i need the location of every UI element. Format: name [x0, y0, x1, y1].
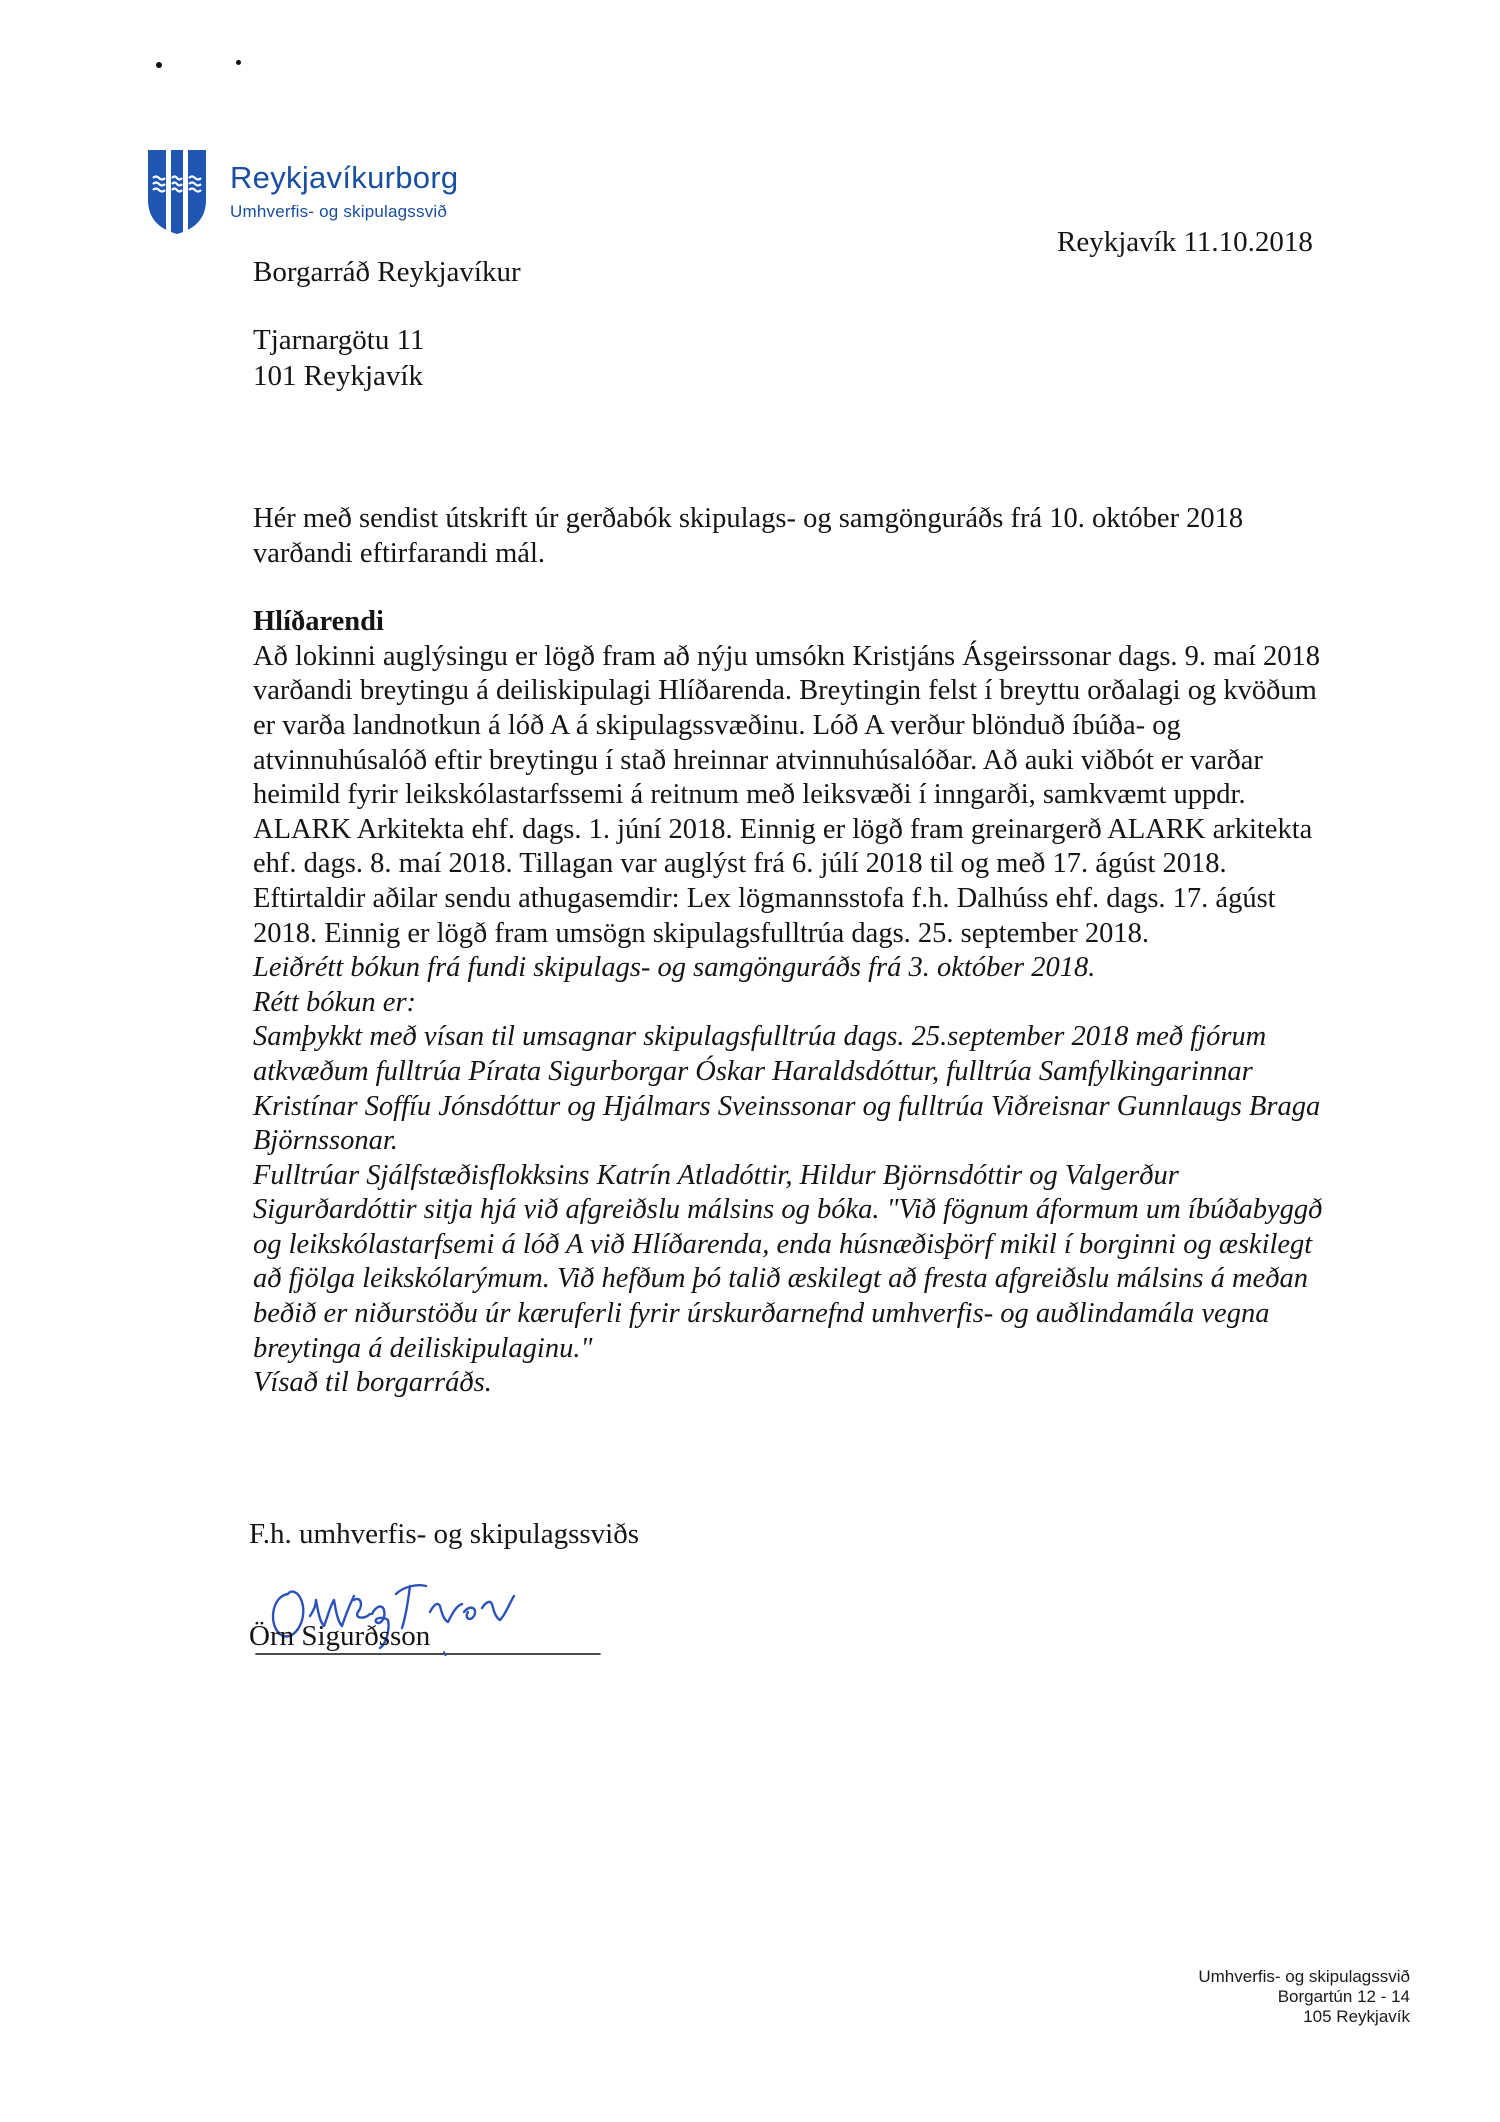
recipient-street: Tjarnargötu 11 — [253, 324, 425, 356]
correction-note: Leiðrétt bókun frá fundi skipulags- og samgönguráðs frá 3. október 2018. — [253, 952, 1096, 984]
letter-date: Reykjavík 11.10.2018 — [1057, 226, 1313, 258]
letter-body — [253, 502, 1323, 1401]
org-department: Umhverfis- og skipulagssvið — [230, 202, 448, 221]
approval-text: Samþykkt með vísan til umsagnar skipulagsfulltrúa dags. 25.september 2018 með fjórum atkvæðum fulltrúa Pírata Sigurborgar Óskar Haraldsdóttur, fulltrúa Samfylkingarinnar Kristínar Soffíu Jónsdóttur og Hjálmars Sveinssonar og fulltrúa Viðreisnar Gunnlaugs Braga Björnssonar. — [253, 1021, 1321, 1157]
footer-address — [1198, 1967, 1410, 2027]
recipient-name: Borgarráð Reykjavíkur — [253, 256, 521, 288]
scan-speck — [236, 60, 241, 65]
reykjavik-crest-icon — [146, 148, 208, 236]
recipient-city: 101 Reykjavík — [253, 360, 423, 392]
footer-department: Umhverfis- og skipulagssvið — [1198, 1967, 1410, 1986]
org-name: Reykjavíkurborg — [230, 160, 459, 195]
footer-street: Borgartún 12 - 14 — [1277, 1987, 1410, 2006]
correct-entry-label: Rétt bókun er: — [253, 986, 417, 1018]
scan-speck — [156, 62, 162, 68]
minority-statement: Fulltrúar Sjálfstæðisflokksins Katrín Atladóttir, Hildur Björnsdóttir og Valgerður Sigurðardóttir sitja hjá við afgreiðslu málsins og bóka. "Við fögnum áformum um íbúðabyggð og leikskólastarfsemi á lóð A við Hlíðarenda, enda húsnæðisþörf mikil í borginni og æskilegt að fjölga leikskólarýmum. Við hefðum þó talið æskilegt að fresta afgreiðslu málsins á meðan beðið er niðurstöðu úr kæruferli fyrir úrskurðarnefnd umhverfis- og auðlindamála vegna breytinga á deiliskipulaginu." — [253, 1159, 1323, 1364]
intro-paragraph: Hér með sendist útskrift úr gerðabók skipulags- og samgönguráðs frá 10. október 2018 varðandi eftirfarandi mál. — [253, 503, 1244, 569]
signer-name: Örn Sigurðsson — [249, 1620, 431, 1652]
case-paragraph: Að lokinni auglýsingu er lögð fram að nýju umsókn Kristjáns Ásgeirssonar dags. 9. maí 2018 varðandi breytingu á deiliskipulagi Hlíðarenda. Breytingin felst í breyttu orðalagi og kvöðum er varða landnotkun á lóð A á skipulagssvæðinu. Lóð A verður blönduð íbúða- og atvinnuhúsalóð eftir breytingu í stað hreinnar atvinnuhúsalóðar. Að auki viðbót er varðar heimild fyrir leikskólastarfssemi á reitnum með leiksvæði í inngarði, samkvæmt uppdr. ALARK Arkitekta ehf. dags. 1. júní 2018. Einnig er lögð fram greinargerð ALARK arkitekta ehf. dags. 8. maí 2018. Tillagan var auglýst frá 6. júlí 2018 til og með 17. ágúst 2018. Eftirtaldir aðilar sendu athugasemdir: Lex lögmannsstofa f.h. Dalhúss ehf. dags. 17. ágúst 2018. Einnig er lögð fram umsögn skipulagsfulltrúa dags. 25. september 2018. — [253, 640, 1321, 949]
footer-city: 105 Reykjavík — [1303, 2007, 1410, 2026]
referral-line: Vísað til borgarráðs. — [253, 1367, 492, 1399]
case-heading: Hlíðarendi — [253, 606, 384, 638]
closing-line: F.h. umhverfis- og skipulagssviðs — [249, 1518, 639, 1550]
